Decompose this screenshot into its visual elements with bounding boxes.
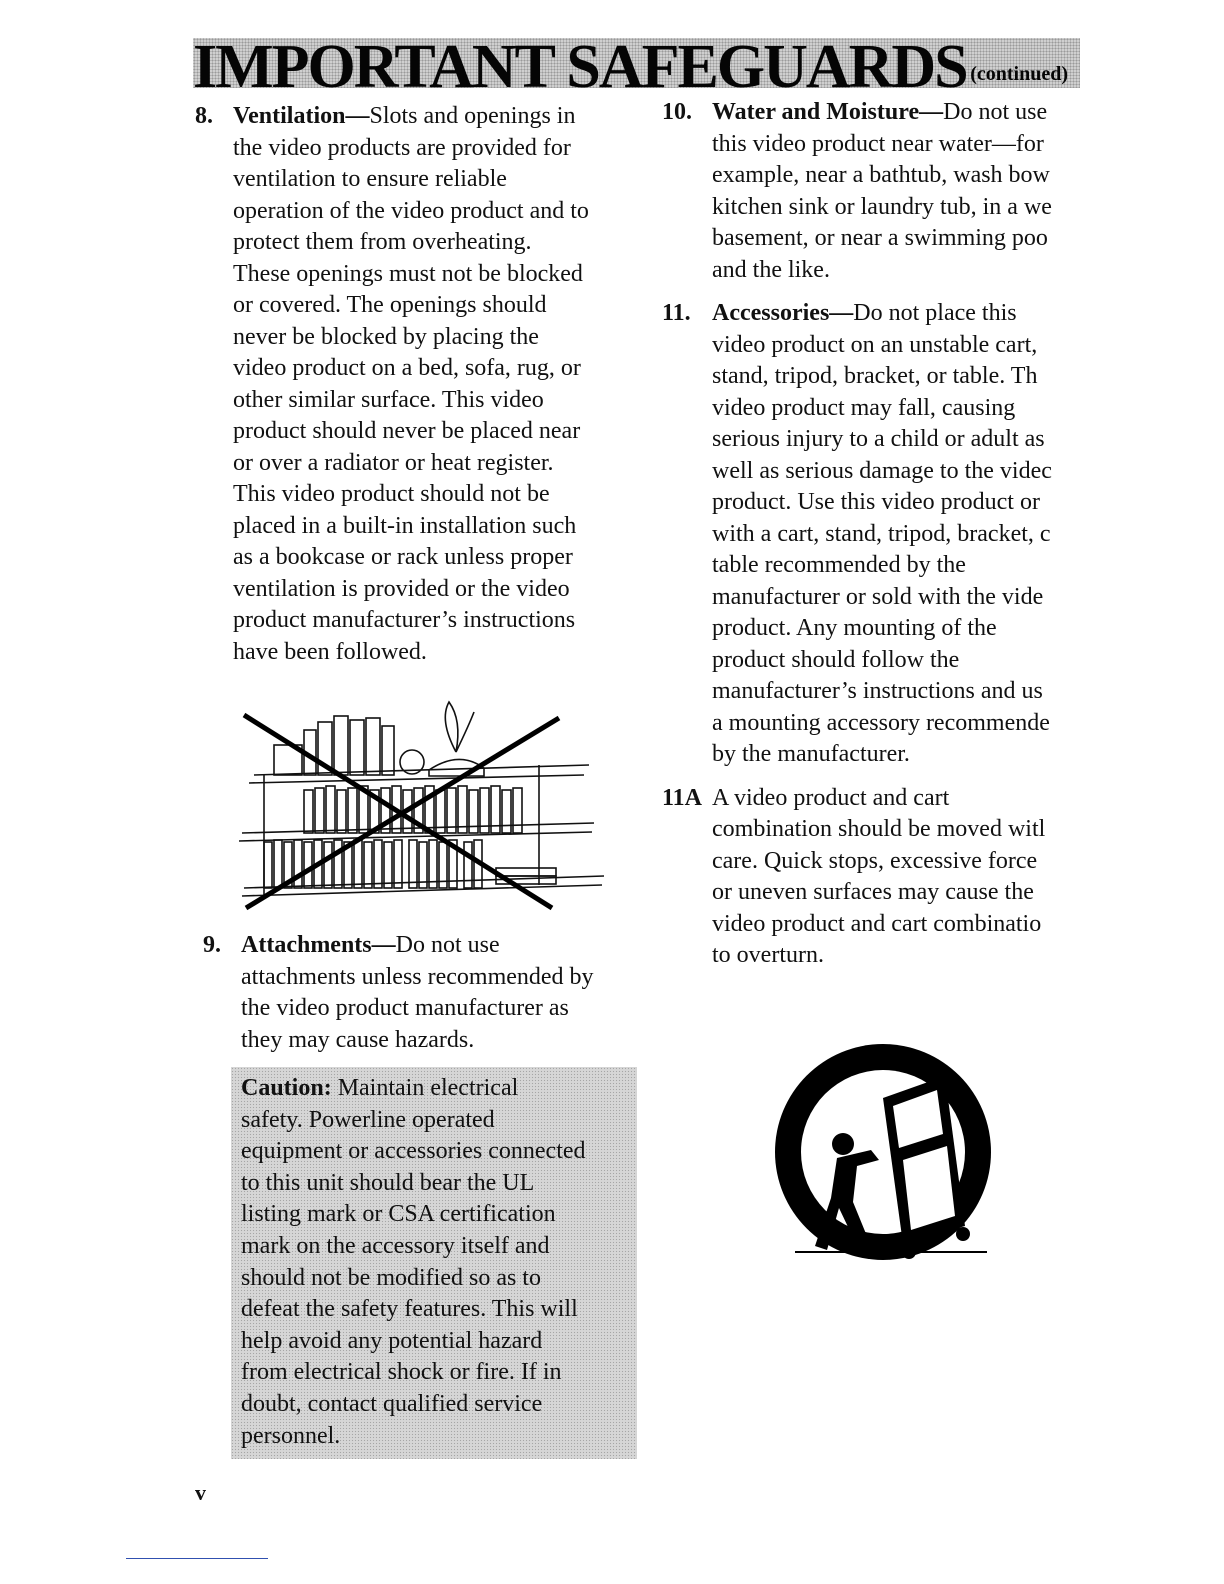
- right-column: [662, 97, 1132, 972]
- section-line: stand, tripod, bracket, or table. Th: [712, 363, 1038, 389]
- section-line: the video product manufacturer as: [241, 995, 569, 1021]
- section-line: kitchen sink or laundry tub, in a we: [712, 193, 1052, 220]
- section-gap: [662, 771, 1132, 783]
- section-line: ventilation is provided or the video: [233, 575, 570, 602]
- left-column: [195, 101, 640, 668]
- section-heading: Water and Moisture—: [712, 99, 944, 125]
- caution-text: Maintain electrical: [331, 1075, 519, 1101]
- section-line: or uneven surfaces may cause the: [712, 879, 1034, 905]
- caution-box: [231, 1067, 637, 1459]
- section-line: or covered. The openings should: [233, 292, 547, 318]
- section-gap: [662, 286, 1132, 298]
- section-line: manufacturer or sold with the vide: [712, 583, 1044, 610]
- section-line: attachments unless recommended by: [241, 963, 594, 990]
- section-accessories: [662, 298, 1132, 771]
- section-line: have been followed.: [233, 638, 427, 665]
- section-line: [241, 930, 648, 962]
- caution-line: mark on the accessory itself and: [241, 1232, 550, 1259]
- section-text: Do not use: [395, 932, 500, 958]
- caution-heading: Caution:: [241, 1075, 332, 1101]
- section-line: never be blocked by placing the: [233, 323, 539, 350]
- section-number: 10.: [662, 99, 692, 125]
- section-ventilation: [195, 101, 640, 668]
- section-line: and the like.: [712, 256, 830, 283]
- section-number: 8.: [195, 103, 213, 129]
- section-line: example, near a bathtub, wash bow: [712, 162, 1050, 188]
- bookcase-illustration: [234, 690, 609, 915]
- section-text: Slots and openings in: [369, 103, 576, 129]
- caution-line: doubt, contact qualified service: [241, 1390, 543, 1417]
- section-line: [233, 101, 640, 133]
- left-column-lower: [195, 930, 640, 1056]
- section-line: serious injury to a child or adult as: [712, 426, 1045, 452]
- section-line: other similar surface. This video: [233, 386, 544, 413]
- section-number: 11A: [662, 784, 703, 811]
- cart-warning-illustration: [775, 1038, 995, 1276]
- banner-subtitle: (continued): [970, 63, 1068, 85]
- section-line: [712, 298, 1132, 330]
- section-line: combination should be moved witl: [712, 816, 1046, 842]
- section-line: product manufacturer’s instructions: [233, 607, 576, 633]
- section-line: product. Any mounting of the: [712, 615, 997, 641]
- section-line: basement, or near a swimming poo: [712, 225, 1048, 251]
- section-number: 11.: [662, 300, 691, 326]
- caution-line: help avoid any potential hazard: [241, 1327, 543, 1354]
- section-number: 9.: [203, 932, 221, 958]
- section-line: or over a radiator or heat register.: [233, 449, 554, 476]
- section-line: this video product near water—for: [712, 130, 1044, 157]
- section-water-moisture: [662, 97, 1132, 286]
- section-line: video product on an unstable cart,: [712, 331, 1038, 358]
- caution-line: from electrical shock or fire. If in: [241, 1359, 562, 1386]
- cart-tip-over-icon: [775, 1038, 995, 1276]
- section-line: video product may fall, causing: [712, 394, 1016, 421]
- section-line: product should never be placed near: [233, 418, 581, 444]
- page-number: v: [195, 1480, 206, 1505]
- section-line: video product on a bed, sofa, rug, or: [233, 355, 581, 381]
- section-line: product. Use this video product or: [712, 489, 1040, 515]
- section-line: as a bookcase or rack unless proper: [233, 544, 573, 570]
- section-line: This video product should not be: [233, 481, 550, 507]
- section-line: table recommended by the: [712, 552, 966, 578]
- section-line: with a cart, stand, tripod, bracket, c: [712, 520, 1051, 547]
- bookcase-icon: [234, 690, 609, 915]
- section-line: These openings must not be blocked: [233, 260, 583, 287]
- section-cart-combination: [662, 783, 1132, 972]
- caution-line: [241, 1073, 637, 1105]
- section-line: the video products are provided for: [233, 134, 571, 161]
- section-line: care. Quick stops, excessive force: [712, 847, 1038, 874]
- section-line: product should follow the: [712, 646, 960, 673]
- section-line: [712, 97, 1132, 129]
- section-line: they may cause hazards.: [241, 1026, 475, 1053]
- section-heading: Accessories—: [712, 300, 854, 326]
- page-banner: [193, 38, 1080, 88]
- section-text: Do not use: [943, 99, 1048, 125]
- section-line: A video product and cart: [712, 784, 950, 811]
- section-line: placed in a built-in installation such: [233, 512, 577, 539]
- footer-divider: [126, 1558, 268, 1559]
- banner-title: IMPORTANT SAFEGUARDS: [193, 38, 967, 88]
- caution-line: defeat the safety features. This will: [241, 1296, 578, 1323]
- section-line: a mounting accessory recommende: [712, 709, 1050, 736]
- section-line: ventilation to ensure reliable: [233, 166, 507, 192]
- section-heading: Attachments—: [241, 932, 396, 958]
- section-text: Do not place this: [853, 300, 1017, 326]
- section-line: by the manufacturer.: [712, 741, 910, 767]
- caution-line: should not be modified so as to: [241, 1264, 541, 1291]
- section-heading: Ventilation—: [233, 103, 370, 129]
- section-line: operation of the video product and to: [233, 197, 589, 224]
- caution-line: equipment or accessories connected: [241, 1138, 586, 1165]
- section-line: well as serious damage to the videc: [712, 457, 1052, 484]
- caution-line: listing mark or CSA certification: [241, 1201, 556, 1228]
- section-line: to overturn.: [712, 942, 824, 968]
- section-attachments: [203, 930, 648, 1056]
- caution-line: personnel.: [241, 1422, 341, 1449]
- section-line: video product and cart combinatio: [712, 910, 1042, 937]
- section-line: protect them from overheating.: [233, 229, 532, 255]
- caution-line: safety. Powerline operated: [241, 1106, 495, 1133]
- section-line: manufacturer’s instructions and us: [712, 678, 1043, 704]
- caution-line: to this unit should bear the UL: [241, 1169, 535, 1196]
